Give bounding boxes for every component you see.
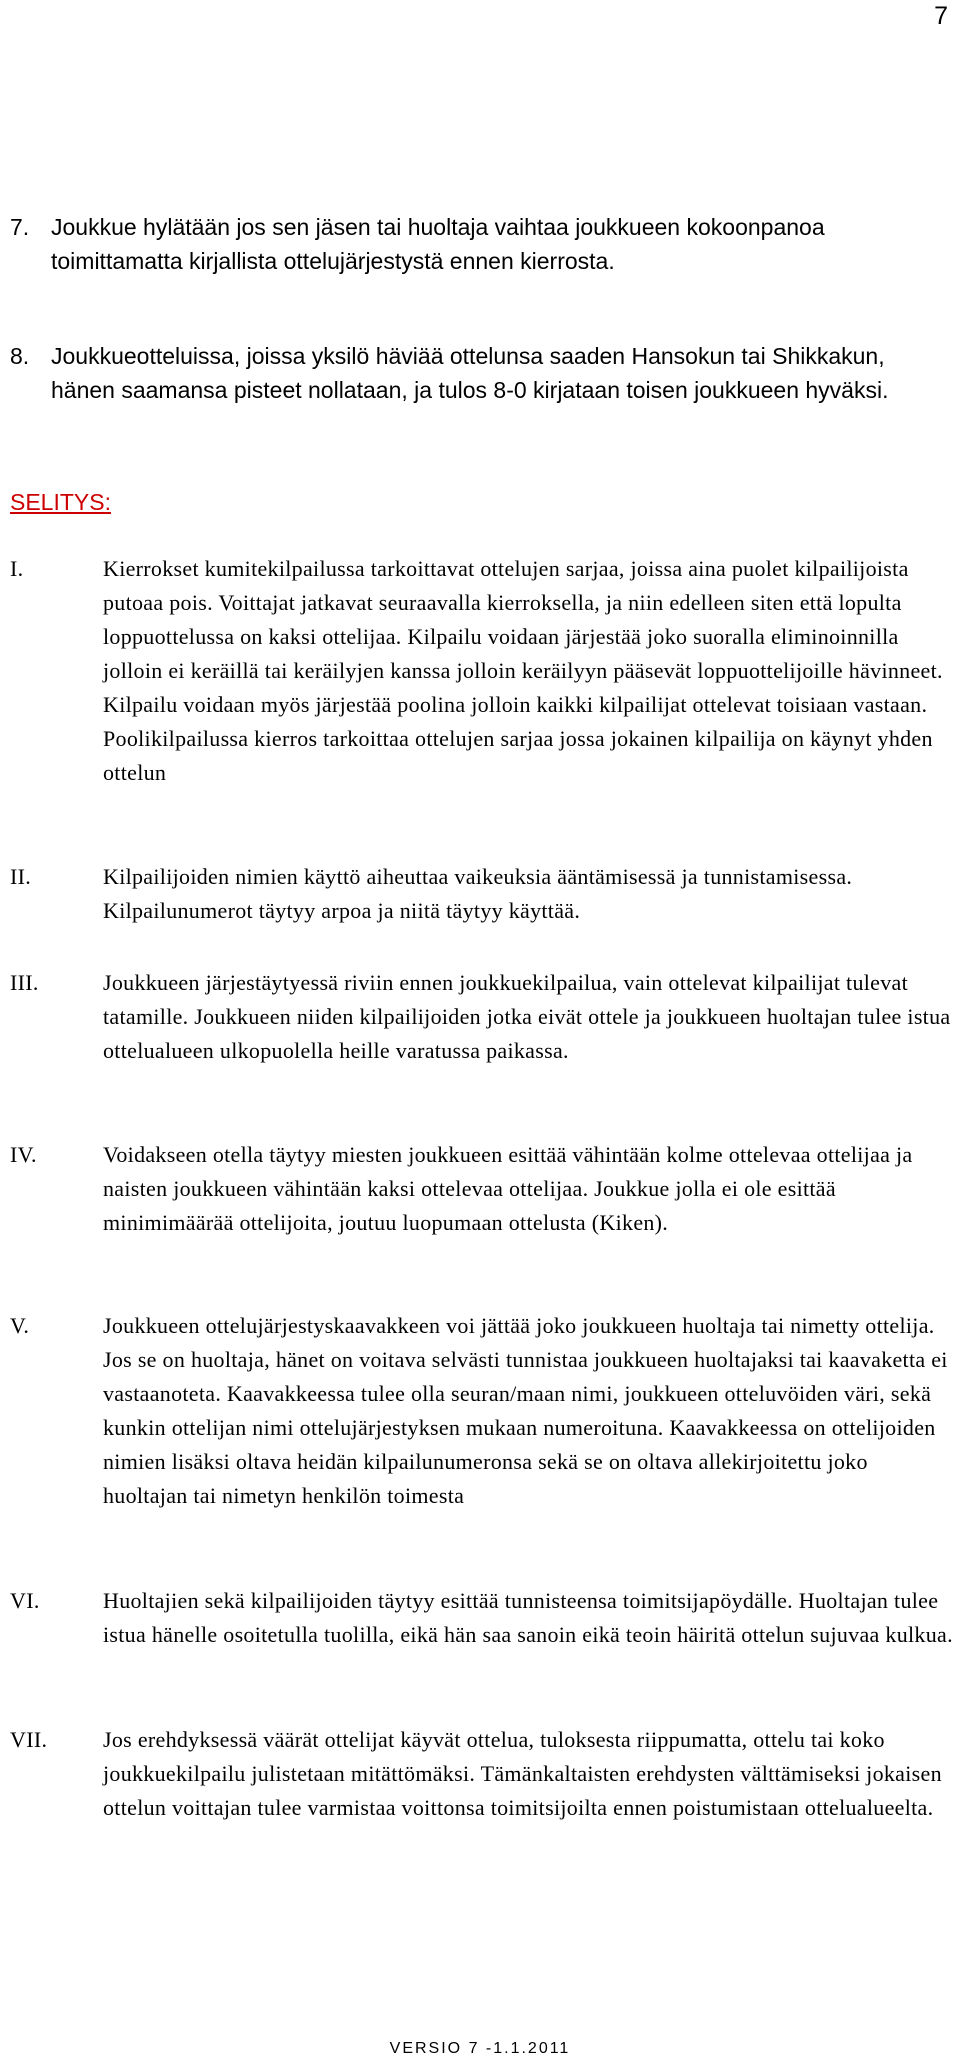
item-text: Jos erehdyksessä väärät ottelijat käyvät ottelua, tuloksesta riippumatta, ottelu tai koko joukkuekilpailu julistetaan mitättömäksi. Tämänkaltaisten erehdysten välttämiseksi jokaisen ottelun voittajan tulee varmistaa voittonsa toimitsijoilta ennen poistumistaan ottelualueelta. bbox=[103, 1727, 942, 1820]
item-number: V. bbox=[10, 1313, 30, 1338]
item-number: III. bbox=[10, 970, 39, 995]
item-number: II. bbox=[10, 864, 32, 889]
selitys-item bbox=[10, 552, 955, 790]
item-text: Kilpailijoiden nimien käyttö aiheuttaa vaikeuksia ääntämisessä ja tunnistamisessa. Kilpailunumerot täytyy arpoa ja niitä täytyy käyttää. bbox=[103, 864, 853, 923]
item-number: VII. bbox=[10, 1727, 48, 1752]
item-text: Joukkue hylätään jos sen jäsen tai huoltaja vaihtaa joukkueen kokoonpanoa toimittamatta kirjallista ottelujärjestystä ennen kierrosta. bbox=[51, 214, 825, 274]
item-number: 8. bbox=[10, 343, 30, 369]
selitys-item bbox=[10, 966, 955, 1068]
item-text: Joukkueen ottelujärjestyskaavakkeen voi jättää joko joukkueen huoltaja tai nimetty ottelija. Jos se on huoltaja, hänet on voitava selvästi tunnistaa joukkueen huoltajaksi tai kaavaketta ei vastaanoteta. Kaavakkeessa tulee olla seuran/maan nimi, joukkueen otteluvöiden väri, sekä kunkin ottelijan nimi ottelujärjestyksen mukaan numeroituna. Kaavakkeessa on ottelijoiden nimien lisäksi oltava heidän kilpailunumeronsa sekä se on oltava allekirjoitettu joko huoltajan tai nimetyn henkilön toimesta bbox=[103, 1313, 948, 1508]
selitys-item bbox=[10, 1309, 955, 1513]
item-number: VI. bbox=[10, 1588, 40, 1613]
selitys-item bbox=[10, 1584, 955, 1652]
item-number: 7. bbox=[10, 214, 30, 240]
item-number: I. bbox=[10, 556, 24, 581]
item-text: Voidakseen otella täytyy miesten joukkueen esittää vähintään kolme ottelevaa ottelijaa ja naisten joukkueen vähintään kaksi ottelevaa ottelijaa. Joukkue jolla ei ole esittää minimimäärää ottelijoita, joutuu luopumaan ottelusta (Kiken). bbox=[103, 1142, 913, 1235]
selitys-item bbox=[10, 1723, 955, 1825]
numbered-item bbox=[10, 339, 950, 407]
version-footer: VERSIO 7 -1.1.2011 bbox=[389, 2040, 571, 2057]
selitys-item bbox=[10, 1138, 955, 1240]
item-text: Joukkueotteluissa, joissa yksilö häviää ottelunsa saaden Hansokun tai Shikkakun, hänen saamansa pisteet nollataan, ja tulos 8-0 kirjataan toisen joukkueen hyväksi. bbox=[51, 343, 889, 403]
item-number: IV. bbox=[10, 1142, 37, 1167]
selitys-item bbox=[10, 860, 955, 928]
item-text: Kierrokset kumitekilpailussa tarkoittavat ottelujen sarjaa, joissa aina puolet kilpailijoista putoaa pois. Voittajat jatkavat seuraavalla kierroksella, ja niin edelleen siten että lopulta loppuottelussa on kaksi ottelijaa. Kilpailu voidaan järjestää joko suoralla eliminoinnilla jolloin ei keräillä tai keräilyjen kanssa jolloin keräilyyn pääsevät loppuottelijoille hävinneet. Kilpailu voidaan myös järjestää poolina jolloin kaikki kilpailijat ottelevat toisiaan vastaan. Poolikilpailussa kierros tarkoittaa ottelujen sarjaa jossa jokainen kilpailija on käynyt yhden ottelun bbox=[103, 556, 943, 785]
numbered-item bbox=[10, 210, 950, 278]
page-number: 7 bbox=[934, 2, 948, 30]
item-text: Huoltajien sekä kilpailijoiden täytyy esittää tunnisteensa toimitsijapöydälle. Huoltajan tulee istua hänelle osoitetulla tuolilla, eikä hän saa sanoin eikä teoin häiritä ottelun sujuvaa kulkua. bbox=[103, 1588, 953, 1647]
selitys-heading: SELITYS: bbox=[10, 489, 111, 515]
item-text: Joukkueen järjestäytyessä riviin ennen joukkuekilpailua, vain ottelevat kilpailijat tulevat tatamille. Joukkueen niiden kilpailijoiden jotka eivät ottele ja joukkueen huoltajan tulee istua ottelualueen ulkopuolella heille varatussa paikassa. bbox=[103, 970, 951, 1063]
